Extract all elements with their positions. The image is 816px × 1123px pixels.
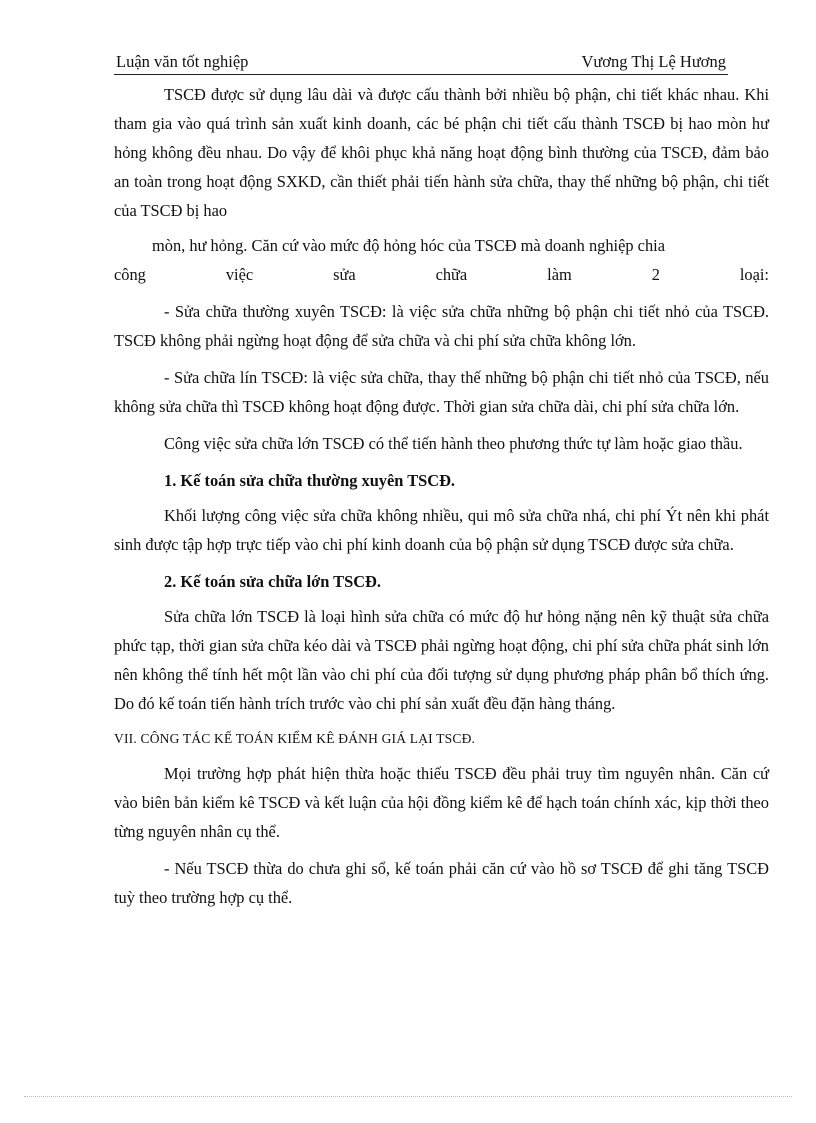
header-author-name: Vương Thị Lệ Hương: [581, 52, 726, 71]
paragraph-surplus-assets: - Nếu TSCĐ thừa do chưa ghi sổ, kế toán phải căn cứ vào hồ sơ TSCĐ để ghi tăng TSCĐ tuỳ theo trường hợp cụ thể.: [114, 859, 769, 907]
paragraph-intro-types: công việc sửa chữa làm 2 loại:: [114, 265, 769, 284]
paragraph-major-repair: - Sửa chữa lín TSCĐ: là việc sửa chữa, thay thế những bộ phận chi tiết nhỏ của TSCĐ, nếu không sửa chữa thì TSCĐ không hoạt động được. Thời gian sửa chữa dài, chi phí sửa chữa lớn.: [114, 368, 769, 416]
paragraph-regular-repair-accounting: Khối lượng công việc sửa chữa không nhiều, qui mô sửa chữa nhá, chi phí Ýt nên khi phát sinh được tập hợp trực tiếp vào chi phí kinh doanh của bộ phận sử dụng TSCĐ được sửa chữa.: [114, 506, 769, 554]
paragraph-major-repair-accounting: Sửa chữa lớn TSCĐ là loại hình sửa chữa có mức độ hư hỏng nặng nên kỹ thuật sửa chữa phức tạp, thời gian sửa chữa kéo dài và TSCĐ phải ngừng hoạt động, chi phí sửa chữa phát sinh lớn nên không thể tính hết một lần vào chi phí của đối tượng sử dụng phương pháp phân bổ thích ứng. Do đó kế toán tiến hành trích trước vào chi phí sản xuất đều đặn hàng tháng.: [114, 607, 769, 713]
page-header: [114, 50, 728, 75]
section-heading-inventory: VII. CÔNG TÁC KẾ TOÁN KIỂM KÊ ĐÁNH GIÁ LẠI TSCĐ.: [114, 731, 476, 746]
paragraph-intro-continued: mòn, hư hỏng. Căn cứ vào mức độ hỏng hóc của TSCĐ mà doanh nghiệp chia: [152, 236, 665, 255]
page-bottom-divider: [24, 1096, 792, 1097]
header-thesis-label: Luận văn tốt nghiệp: [116, 52, 249, 71]
heading-major-repair-accounting: 2. Kế toán sửa chữa lớn TSCĐ.: [164, 572, 381, 591]
paragraph-inventory: Mọi trường hợp phát hiện thừa hoặc thiếu TSCĐ đều phải truy tìm nguyên nhân. Căn cứ vào biên bản kiểm kê TSCĐ và kết luận của hội đồng kiểm kê để hạch toán chính xác, kịp thời theo từng nguyên nhân cụ thể.: [114, 764, 769, 841]
paragraph-regular-repair: - Sửa chữa thường xuyên TSCĐ: là việc sửa chữa những bộ phận chi tiết nhỏ của TSCĐ. TSCĐ không phải ngừng hoạt động để sửa chữa và chi phí sửa chữa không lớn.: [114, 302, 769, 350]
paragraph-intro: TSCĐ được sử dụng lâu dài và được cấu thành bởi nhiều bộ phận, chi tiết khác nhau. Khi tham gia vào quá trình sản xuất kinh doanh, các bé phận chi tiết cấu thành TSCĐ bị hao mòn hư hỏng không đều nhau. Do vậy để khôi phục khả năng hoạt động bình thường của TSCĐ, đảm bảo an toàn trong hoạt động SXKD, cần thiết phải tiến hành sửa chữa, thay thế những bộ phận, chi tiết của TSCĐ bị hao: [114, 85, 769, 220]
document-body: [114, 80, 769, 912]
heading-regular-repair-accounting: 1. Kế toán sửa chữa thường xuyên TSCĐ.: [164, 471, 456, 490]
paragraph-contract-method: Công việc sửa chữa lớn TSCĐ có thể tiến hành theo phương thức tự làm hoặc giao thầu.: [164, 434, 743, 453]
